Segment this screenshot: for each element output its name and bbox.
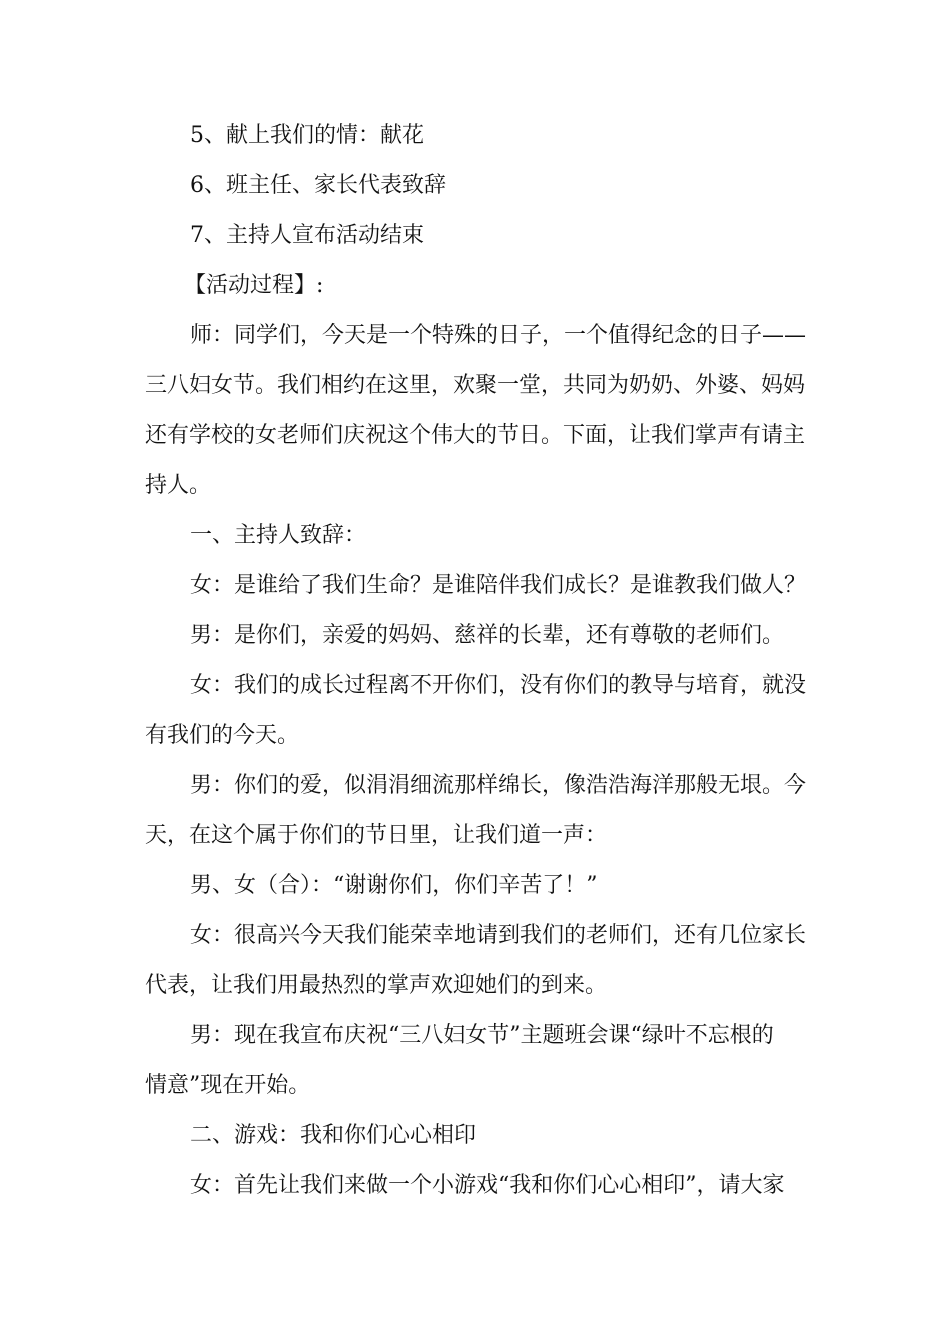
dialogue-line: 女：我们的成长过程离不开你们，没有你们的教导与培育，就没: [190, 673, 807, 698]
paragraph-line: 还有学校的女老师们庆祝这个伟大的节日。下面，让我们掌声有请主: [145, 423, 806, 448]
dialogue-line: 男、女（合）：“谢谢你们，你们辛苦了！”: [190, 873, 598, 898]
agenda-item-6: 6、班主任、家长代表致辞: [190, 173, 446, 198]
paragraph-line: 三八妇女节。我们相约在这里，欢聚一堂，共同为奶奶、外婆、妈妈: [145, 373, 806, 398]
agenda-item-5: 5、献上我们的情：献花: [190, 123, 424, 148]
dialogue-line: 女：很高兴今天我们能荣幸地请到我们的老师们，还有几位家长: [190, 923, 807, 948]
dialogue-line: 男：是你们，亲爱的妈妈、慈祥的长辈，还有尊敬的老师们。: [190, 623, 785, 648]
section-heading-game: 二、游戏：我和你们心心相印: [190, 1123, 477, 1148]
dialogue-line: 男：你们的爱，似涓涓细流那样绵长，像浩浩海洋那般无垠。今: [190, 773, 807, 798]
agenda-item-7: 7、主持人宣布活动结束: [190, 223, 424, 248]
dialogue-line: 男：现在我宣布庆祝“三八妇女节”主题班会课“绿叶不忘根的: [190, 1023, 774, 1048]
dialogue-line: 女：是谁给了我们生命？是谁陪伴我们成长？是谁教我们做人？: [190, 573, 807, 598]
dialogue-line: 有我们的今天。: [145, 723, 300, 748]
dialogue-line: 女：首先让我们来做一个小游戏“我和你们心心相印”，请大家: [190, 1173, 785, 1198]
dialogue-line: 天，在这个属于你们的节日里，让我们道一声：: [145, 823, 608, 848]
dialogue-line: 代表，让我们用最热烈的掌声欢迎她们的到来。: [145, 973, 608, 998]
section-heading-activity-process: 【活动过程】:: [184, 273, 324, 298]
paragraph-line: 师：同学们，今天是一个特殊的日子，一个值得纪念的日子——: [190, 323, 807, 348]
section-heading-host-speech: 一、主持人致辞：: [190, 523, 367, 548]
paragraph-line: 持人。: [145, 473, 212, 498]
dialogue-line: 情意”现在开始。: [145, 1073, 311, 1098]
